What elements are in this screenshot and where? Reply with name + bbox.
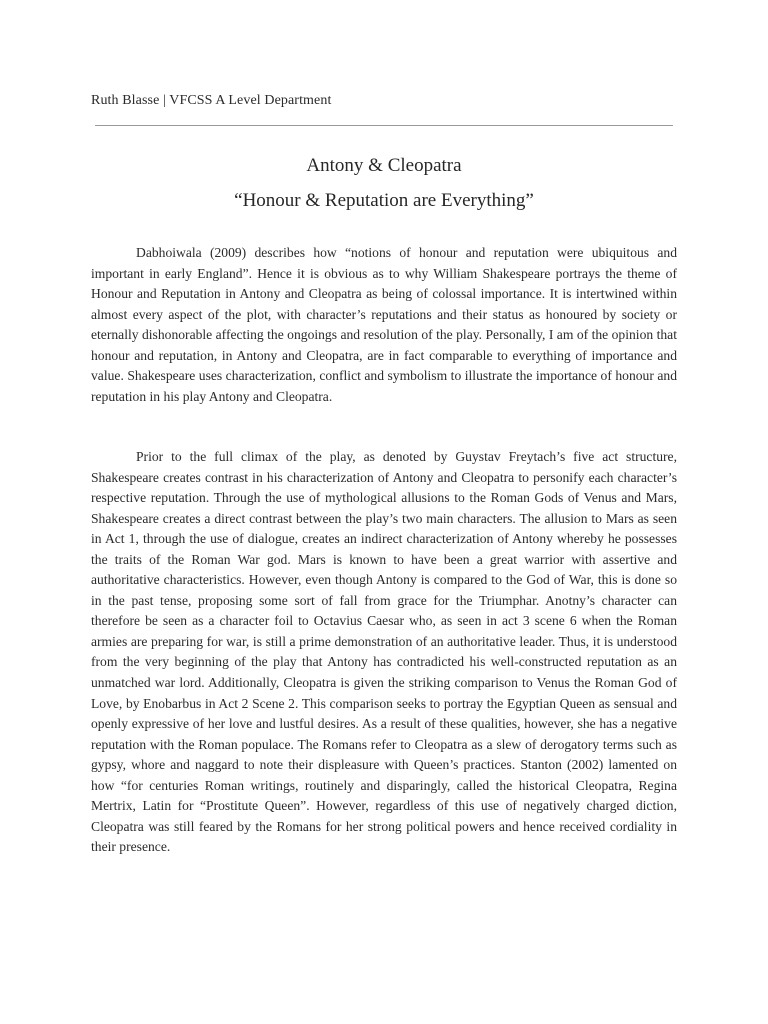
document-title: Antony & Cleopatra	[306, 155, 462, 176]
paragraph-text: Dabhoiwala (2009) describes how “notions of honour and reputation were ubiquitous and important in early England”. Hence it is obvious as to why William Shakespeare portrays the theme of Honour and Reputation in Antony and Cleopatra as being of colossal importance. It is intertwined within almost every aspect of the plot, with character’s reputations and their status as honoured by society or eternally dishonorable affecting the ongoings and resolution of the play. Personally, I am of the opinion that honour and reputation, in Antony and Cleopatra, are in fact comparable to everything of importance and value. Shakespeare uses characterization, conflict and symbolism to illustrate the importance of honour and reputation in his play Antony and Cleopatra.	[91, 245, 677, 404]
page-header: Ruth Blasse | VFCSS A Level Department	[91, 93, 332, 108]
body-paragraph-2	[91, 447, 677, 858]
body-paragraph-1	[91, 243, 677, 407]
header-divider	[95, 125, 673, 126]
document-subtitle: “Honour & Reputation are Everything”	[234, 190, 534, 211]
paragraph-text: Prior to the full climax of the play, as denoted by Guystav Freytach’s five act structure, Shakespeare creates contrast in his characterization of Antony and Cleopatra to personify each character’s respective reputation. Through the use of mythological allusions to the Roman Gods of Venus and Mars, Shakespeare creates a direct contrast between the play’s two main characters. The allusion to Mars as seen in Act 1, through the use of dialogue, creates an indirect characterization of Antony whereby he possesses the traits of the Roman War god. Mars is known to have been a great warrior with assertive and authoritative characteristics. However, even though Antony is compared to the God of War, this is done so in the past tense, proposing some sort of fall from grace for the Triumphar. Anotny’s character can therefore be seen as a character foil to Octavius Caesar who, as seen in act 3 scene 6 when the Roman armies are preparing for war, is still a prime demonstration of an authoritative leader. Thus, it is understood from the very beginning of the play that Antony has contradicted his well-constructed reputation as an unmatched war lord. Additionally, Cleopatra is given the striking comparison to Venus the Roman God of Love, by Enobarbus in Act 2 Scene 2. This comparison seeks to portray the Egyptian Queen as sensual and openly expressive of her love and lustful desires. As a result of these qualities, however, she has a negative reputation with the Roman populace. The Romans refer to Cleopatra as a slew of derogatory terms such as gypsy, whore and naggard to note their displeasure with Queen’s practices. Stanton (2002) lamented on how “for centuries Roman writings, routinely and disparingly, called the historical Cleopatra, Regina Mertrix, Latin for “Prostitute Queen”. However, regardless of this use of negatively charged diction, Cleopatra was still feared by the Romans for her strong political powers and hence received cordiality in their presence.	[91, 449, 677, 855]
